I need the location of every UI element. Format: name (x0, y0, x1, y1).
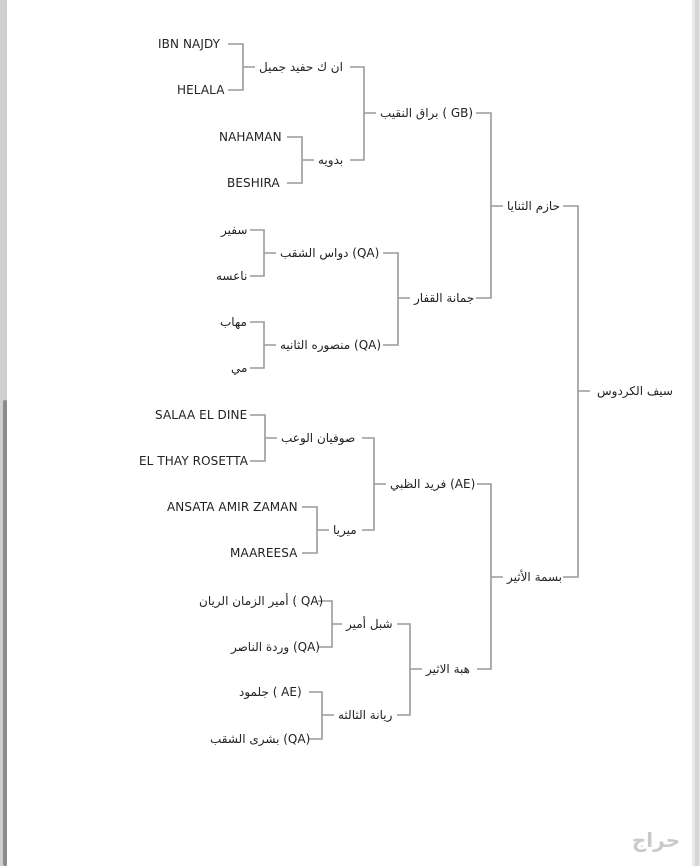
bracket-g3-2 (383, 253, 410, 345)
horse-g4-4: BESHIRA (227, 176, 280, 190)
horse-g4-12: MAAREESA (230, 546, 298, 560)
horse-dam: بسمة الأثير (507, 570, 562, 584)
horse-g4-10: EL THAY ROSETTA (139, 454, 249, 468)
horse-g4-3: NAHAMAN (219, 130, 282, 144)
horse-g4-9: SALAA EL DINE (155, 408, 248, 422)
horse-g4-13: أمير الزمان الريان ( QA) (199, 594, 324, 608)
bracket-g4-3 (250, 230, 276, 276)
horse-g4-11: ANSATA AMIR ZAMAN (167, 500, 298, 514)
bracket-g3-3 (362, 438, 386, 530)
horse-g4-14: وردة الناصر (QA) (231, 640, 320, 654)
horse-g3-4: منصوره الثانيه (QA) (280, 338, 382, 352)
horse-g4-2: HELALA (177, 83, 225, 97)
bracket-g4-1 (228, 44, 255, 90)
bracket-g2-2 (477, 484, 503, 669)
horse-g4-8: مي (231, 361, 248, 375)
horse-g3-2: بدويه (318, 153, 344, 167)
horse-g3-8: ريانة الثالثه (338, 708, 393, 722)
bracket-g4-5 (250, 415, 277, 461)
horse-root: سيف الكردوس (597, 384, 673, 398)
bracket-g4-8 (309, 692, 334, 739)
horse-g4-1: IBN NAJDY (158, 37, 221, 51)
bracket-g4-2 (287, 137, 314, 183)
bracket-g4-6 (302, 507, 329, 553)
horse-g3-7: شبل أمير (346, 617, 393, 631)
horse-g3-5: صوفيان الوعب (281, 431, 356, 445)
horse-g3-3: دواس الشقب (QA) (280, 246, 380, 260)
horse-g4-7: مهاب (220, 315, 247, 329)
horse-sire-sire: براق النقيب ( GB) (380, 106, 474, 120)
horse-sire-dam: جمانة القفار (414, 291, 475, 305)
horse-g3-1: ان ك حفيد جميل (259, 60, 343, 74)
bracket-g4-4 (250, 322, 276, 368)
bracket-g3-1 (350, 67, 376, 160)
bracket-g2-1 (476, 113, 503, 298)
bracket-g3-4 (397, 624, 422, 715)
watermark-logo: حراج (631, 828, 680, 852)
horse-g4-5: سفير (221, 223, 248, 237)
horse-g4-6: ناعسه (216, 269, 248, 283)
horse-g4-16: بشرى الشقب (QA) (210, 732, 311, 746)
horse-dam-sire: فريد الظبي (AE) (390, 477, 476, 491)
horse-g3-6: ميريا (333, 523, 357, 537)
bracket-g1-root (563, 206, 590, 577)
horse-sire: حازم الثنايا (507, 199, 560, 213)
horse-dam-dam: هبة الاثير (426, 662, 470, 676)
horse-g4-15: جلمود ( AE) (239, 685, 302, 699)
